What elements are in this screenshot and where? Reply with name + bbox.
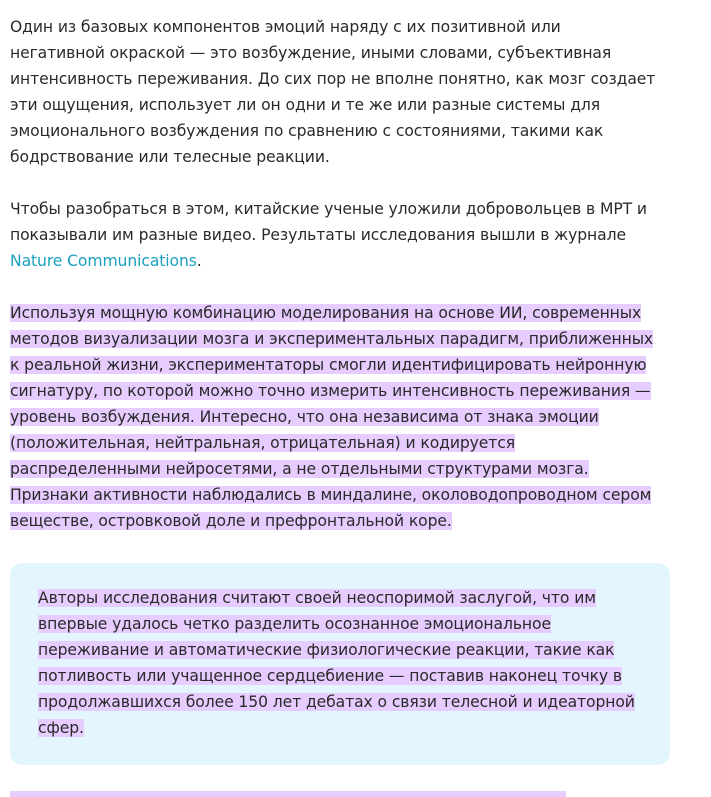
study-paragraph xyxy=(10,196,660,274)
quote-paragraph xyxy=(38,585,638,741)
next-highlight-strip xyxy=(10,791,566,797)
quote-text: Авторы исследования считают своей неоспоримой заслугой, что им впервые удалось четко разделить осознанное эмоциональное переживание и автоматические физиологические реакции, такие как потливость или учащенное сердцебиение — поставив наконец точку в продолжавшихся более 150 лет дебатах о связи телесной и идеаторной сфер. xyxy=(38,589,635,737)
study-paragraph-end: . xyxy=(196,252,202,270)
journal-link[interactable]: Nature Communications xyxy=(10,252,197,270)
highlighted-paragraph xyxy=(10,300,665,534)
intro-paragraph: Один из базовых компонентов эмоций наряду с их позитивной или негативной окраской — это возбуждение, иными словами, субъективная интенсивность переживания. До сих пор не вполне понятно, как мозг создает эти ощущения, использует ли он одни и те же или разные системы для эмоционального возбуждения по сравнению с состояниями, такими как бодрствование или телесные реакции. xyxy=(10,18,656,166)
highlighted-paragraph-text: Используя мощную комбинацию моделирования на основе ИИ, современных методов визуализации мозга и экспериментальных парадигм, приближенных к реальной жизни, экспериментаторы смогли идентифицировать нейронную сигнатуру, по которой можно точно измерить интенсивность переживания — уровень возбуждения. Интересно, что она независима от знака эмоции (положительная, нейтральная, отрицательная) и кодируется распределенными нейросетями, а не отдельными структурами мозга. Признаки активности наблюдались в миндалине, околоводопроводном сером веществе, островковой доле и префронтальной коре. xyxy=(10,304,654,530)
article-body xyxy=(10,14,700,534)
study-paragraph-text: Чтобы разобраться в этом, китайские ученые уложили добровольцев в МРТ и показывали им разные видео. Результаты исследования вышли в журнале xyxy=(10,200,647,244)
quote-block xyxy=(10,563,670,765)
